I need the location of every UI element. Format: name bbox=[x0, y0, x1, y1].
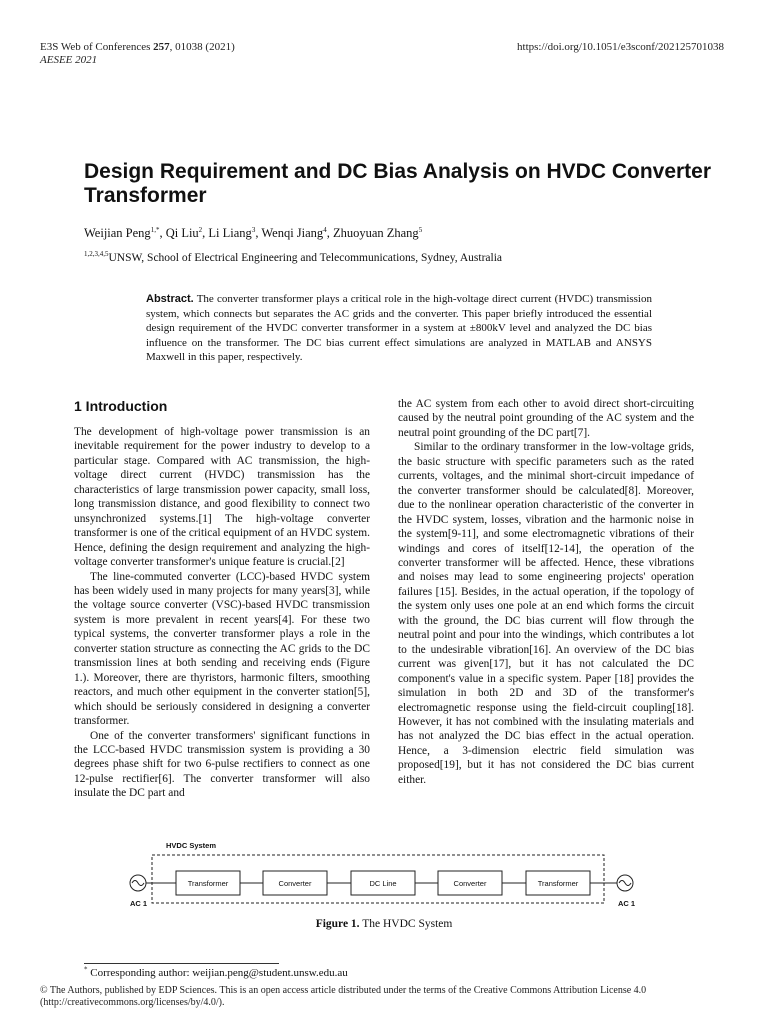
system-label: HVDC System bbox=[166, 841, 217, 850]
affiliation-sup: 1,2,3,4,5 bbox=[84, 250, 109, 259]
paragraph: One of the converter transformers' significant functions in the LCC-based HVDC transmission system is providing a 30 degrees phase shift for two 6-pulse rectifiers to connect as one 12-pulse rectifier[6]. The converter transformer will also insulate the DC part and bbox=[74, 729, 370, 800]
abstract bbox=[146, 292, 652, 365]
right-column bbox=[398, 397, 694, 787]
hvdc-system-diagram bbox=[118, 836, 646, 912]
figure-caption bbox=[0, 917, 768, 931]
affiliation-text: UNSW, School of Electrical Engineering and Telecommunications, Sydney, Australia bbox=[108, 252, 503, 264]
diagram-block-label: DC Line bbox=[369, 879, 397, 888]
ac-source-left-icon bbox=[130, 875, 146, 891]
author-separator: , bbox=[159, 226, 166, 240]
author-separator: , bbox=[326, 226, 333, 240]
diagram-block-label: Transformer bbox=[187, 879, 229, 888]
doi-link[interactable] bbox=[517, 41, 724, 54]
paragraph: The development of high-voltage power transmission is an inevitable requirement for the power industry to develop to a particular stage. Compared with AC transmission, the high-voltage direct current (HVDC) transmission has the characteristics of large transmission power capacity, small loss, long transmission distance, and good flexibility to connect two unsynchronized systems.[1] The high-voltage converter transformer is one of the critical equipment of an HVDC system. Hence, defining the design requirement and analyzing the high-voltage converter transformer's unique feature is crucial.[2] bbox=[74, 426, 370, 569]
abstract-text: The converter transformer plays a critical role in the high-voltage direct current (HVDC) transmission system, which connects but separates the AC grids and the converter. This paper briefly introduced the essential design requirement of the HVDC converter transformer in a system at ±800kV level and analyzed the DC bias influence on the transformer. The DC bias current effect simulations are analyzed in MATLAB and ANSYS Maxwell in this paper, respectively. bbox=[146, 293, 652, 363]
author-name: Li Liang bbox=[208, 226, 252, 240]
footnote-divider bbox=[84, 963, 279, 964]
affiliation bbox=[84, 251, 502, 265]
ac-source-right-icon bbox=[617, 875, 633, 891]
footnote-mark: * bbox=[84, 965, 88, 974]
conference-name bbox=[40, 54, 97, 67]
conference-label: AESEE 2021 bbox=[40, 54, 98, 66]
journal-article: , 01038 (2021) bbox=[169, 41, 235, 53]
footnote-text: Corresponding author: weijian.peng@student.unsw.edu.au bbox=[87, 967, 348, 979]
doi-text[interactable]: https://doi.org/10.1051/e3sconf/202125701038 bbox=[517, 41, 724, 53]
author-affiliation-mark: 5 bbox=[418, 225, 423, 234]
author-list bbox=[84, 226, 422, 241]
paper-title: Design Requirement and DC Bias Analysis on HVDC Converter Transformer bbox=[84, 160, 712, 207]
section-heading-introduction: 1 Introduction bbox=[74, 398, 168, 414]
author-name: Wenqi Jiang bbox=[261, 226, 324, 240]
diagram-block-label: Transformer bbox=[537, 879, 579, 888]
left-column bbox=[74, 425, 370, 801]
footnote bbox=[84, 967, 348, 980]
author-separator: , bbox=[202, 226, 209, 240]
author-affiliation-mark: 1,* bbox=[150, 225, 160, 234]
author-name: Zhuoyuan Zhang bbox=[332, 226, 419, 240]
journal-name: E3S Web of Conferences bbox=[40, 41, 154, 53]
paragraph: The line-commuted converter (LCC)-based HVDC system has been widely used in many projects for many years[3], while the voltage source converter (VSC)-based HVDC transmission system is more prevalent in recent years[4]. For these two typical systems, the converter transformer plays a role in the converter station structure as connecting the AC grids to the DC transmission lines at both sending and receiving ends (Figure 1.). Moreover, there are thyristors, harmonic filters, smoothing reactors, and much other equipment in the converter station[5], which should be seriously considered in designing a converter transformer. bbox=[74, 570, 370, 728]
ac-right-label: AC 1 bbox=[618, 899, 636, 908]
author-affiliation-mark: 2 bbox=[198, 225, 203, 234]
figure-caption-text: The HVDC System bbox=[359, 918, 453, 930]
author-separator: , bbox=[255, 226, 262, 240]
license-notice: © The Authors, published by EDP Sciences. This is an open access article distributed under the terms of the Creative Commons Attribution License 4.0 (http://creativecommons.org/licenses/by/4.0/). bbox=[40, 985, 647, 1008]
diagram-block-label: Converter bbox=[278, 879, 312, 888]
author-affiliation-mark: 4 bbox=[323, 225, 327, 234]
paragraph: Similar to the ordinary transformer in the low-voltage grids, the basic structure with specific parameters such as the rated currents, voltages, and the minimal short-circuit impedance of the converter transformer should be calculated[8]. Moreover, due to the nonlinear operation characteristic of the converter in the HVDC system, losses, vibration and the harmonic noise in the system[9-11], and some electromagnetic vibrations of their windings and cores of itself[12-14], the operation of the converter transformer will be affected. Hence, these vibrations and noises may lead to some engineering projects' operation failures [15]. Besides, in the actual operation, if the topology of the system only uses one pole at an end which forms the circuit with the ground, the DC bias current will flow through the neutral point and pour into the windings, which contributes a lot to the undesirable vibration[16]. An overview of the DC bias current was given[17], but it has not calculated the DC component's value in a specific system. Paper [18] provides the simulation in both 2D and 3D of the transformer's electromagnetic response using the field-circuit coupling[18]. However, it has not combined with the insulating materials and has not analyzed the DC bias effect in the actual operation. Hence, a 3-dimension electric field simulation was proposed[19], but it has not considered the DC bias current either. bbox=[398, 441, 694, 786]
author-affiliation-mark: 3 bbox=[251, 225, 256, 234]
ac-left-label: AC 1 bbox=[130, 899, 148, 908]
journal-volume: 257 bbox=[153, 41, 170, 53]
author-name: Weijian Peng bbox=[84, 226, 151, 240]
journal-header bbox=[40, 41, 235, 54]
author-name: Qi Liu bbox=[165, 226, 199, 240]
figure-label: Figure 1. bbox=[315, 918, 360, 930]
diagram-block-label: Converter bbox=[453, 879, 487, 888]
abstract-label: Abstract. bbox=[146, 293, 194, 305]
paragraph: the AC system from each other to avoid direct short-circuiting caused by the neutral point grounding of the AC system and the neutral point grounding of the DC part[7]. bbox=[398, 398, 694, 439]
